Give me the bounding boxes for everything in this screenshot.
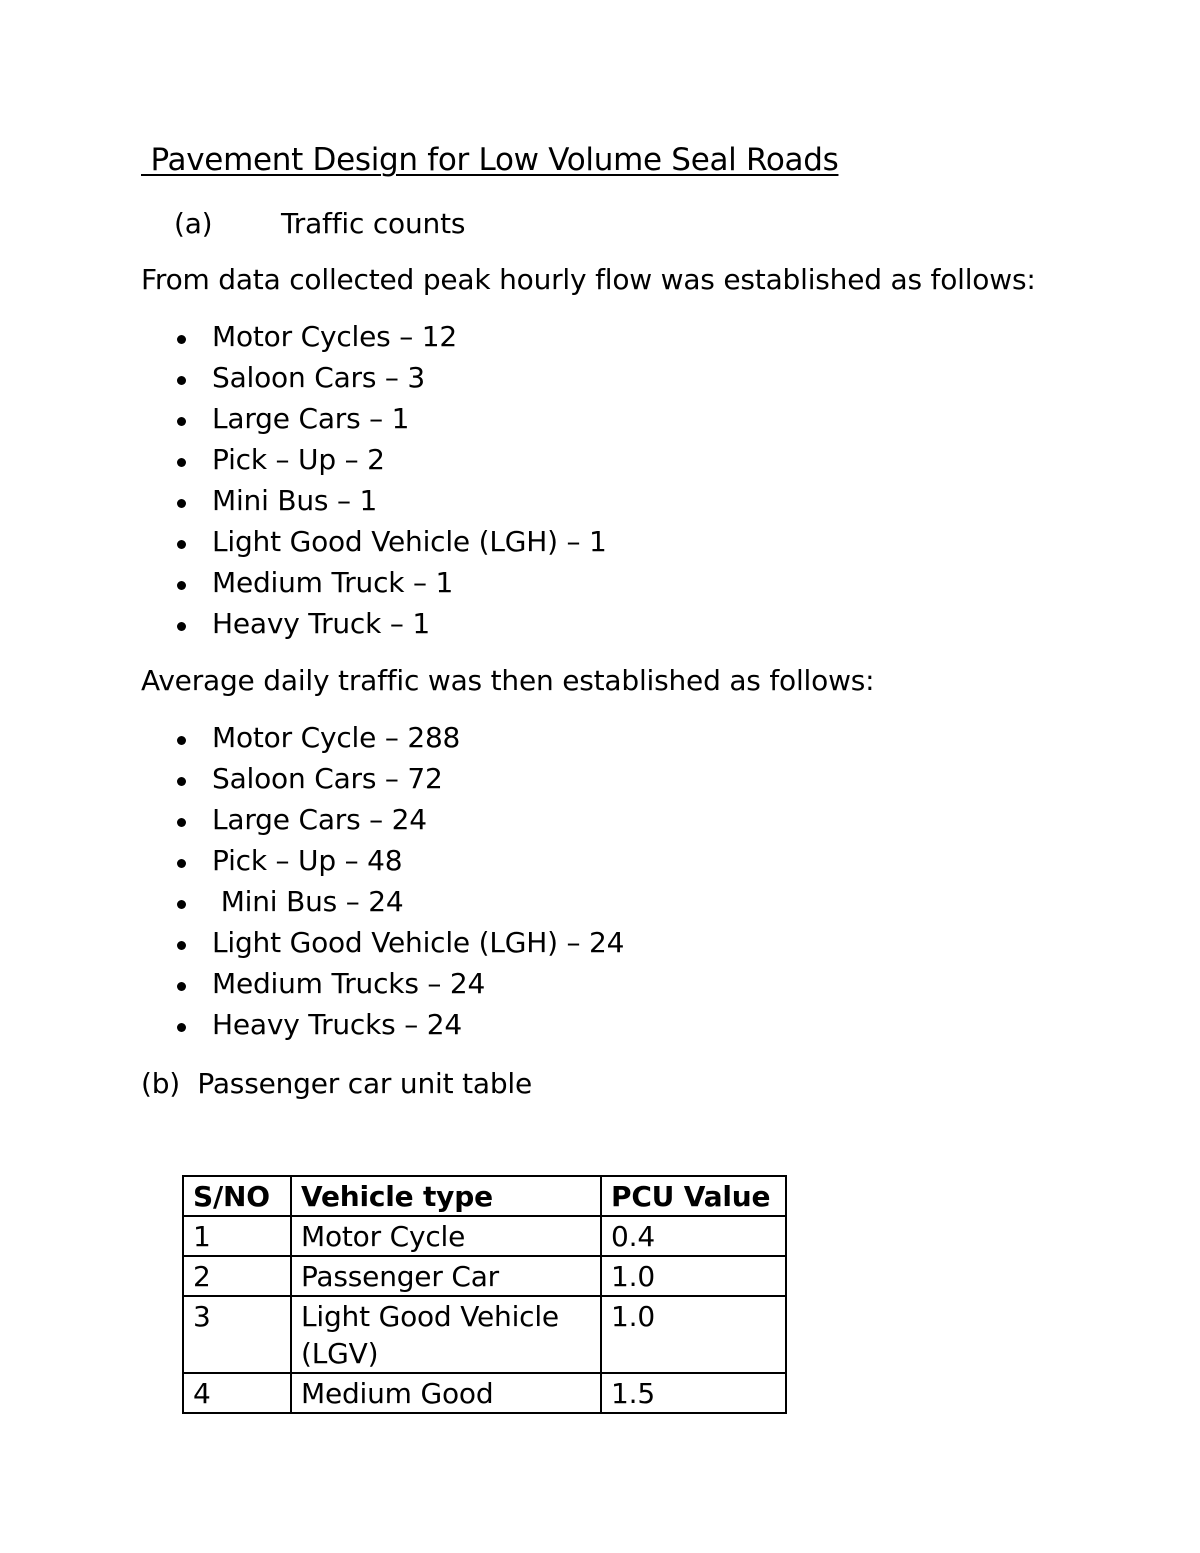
table-cell: 1 <box>183 1216 291 1256</box>
table-cell: Light Good Vehicle (LGV) <box>291 1296 601 1373</box>
table-cell: 2 <box>183 1256 291 1296</box>
bullet-icon <box>177 859 186 868</box>
table-row <box>183 1296 786 1373</box>
table-cell: Motor Cycle <box>291 1216 601 1256</box>
column-header: Vehicle type <box>291 1176 601 1216</box>
bullet-icon <box>177 736 186 745</box>
table-row <box>183 1256 786 1296</box>
bullet-icon <box>177 818 186 827</box>
bullet-icon <box>177 458 186 467</box>
table-cell: Medium Good <box>291 1373 601 1413</box>
bullet-icon <box>177 941 186 950</box>
section-a-heading: Traffic counts <box>281 207 466 240</box>
bullet-icon <box>177 540 186 549</box>
table-cell: 1.5 <box>601 1373 786 1413</box>
bullet-icon <box>177 777 186 786</box>
document-page: Pavement Design for Low Volume Seal Roads (a) Traffic counts From data collected peak hourly flow was established as follows: Motor Cycles – 12 Saloon Cars – 3 Large Cars – 1 Pick – Up – 2 Mini Bus – 1 Light Good Vehicle (LGH) – 1 Medium Truck – 1 Heavy Truck – 1 Average daily traffic was then established as follows: Motor Cycle – 288 Saloon Cars – 72 Large Cars – 24 Pick – Up – 48 Mini Bus – 24 Light Good Vehicle (LGH) – 24 Medium Trucks – 24 Heavy Trucks – 24 (b) Passenger car unit table S/NO Vehicle type PCU Value 1 Motor Cycle 0.4 2 Passenger Car 1.0 3 Light Good Vehicle (LGV) 1.0 4 Medium Good 1.5 <box>0 0 1200 1553</box>
page-title: Pavement Design for Low Volume Seal Roads <box>141 142 839 178</box>
table-cell: Passenger Car <box>291 1256 601 1296</box>
table-cell: 3 <box>183 1296 291 1373</box>
bullet-icon <box>177 499 186 508</box>
column-header: S/NO <box>183 1176 291 1216</box>
pcu-table <box>182 1175 787 1414</box>
column-header: PCU Value <box>601 1176 786 1216</box>
table-cell: 4 <box>183 1373 291 1413</box>
table-row <box>183 1216 786 1256</box>
bullet-icon <box>177 1023 186 1032</box>
table-cell: 1.0 <box>601 1256 786 1296</box>
section-b-heading: (b) Passenger car unit table <box>141 1067 532 1100</box>
bullet-icon <box>177 335 186 344</box>
bullet-icon <box>177 417 186 426</box>
bullet-icon <box>177 376 186 385</box>
bullet-icon <box>177 622 186 631</box>
section-a-label: (a) <box>174 207 213 240</box>
peak-flow-intro: From data collected peak hourly flow was established as follows: <box>141 263 1036 296</box>
daily-traffic-intro: Average daily traffic was then established as follows: <box>141 664 875 697</box>
bullet-icon <box>177 982 186 991</box>
table-row <box>183 1373 786 1413</box>
bullet-icon <box>177 900 186 909</box>
table-header-row <box>183 1176 786 1216</box>
bullet-icon <box>177 581 186 590</box>
table-cell: 0.4 <box>601 1216 786 1256</box>
table-cell: 1.0 <box>601 1296 786 1373</box>
